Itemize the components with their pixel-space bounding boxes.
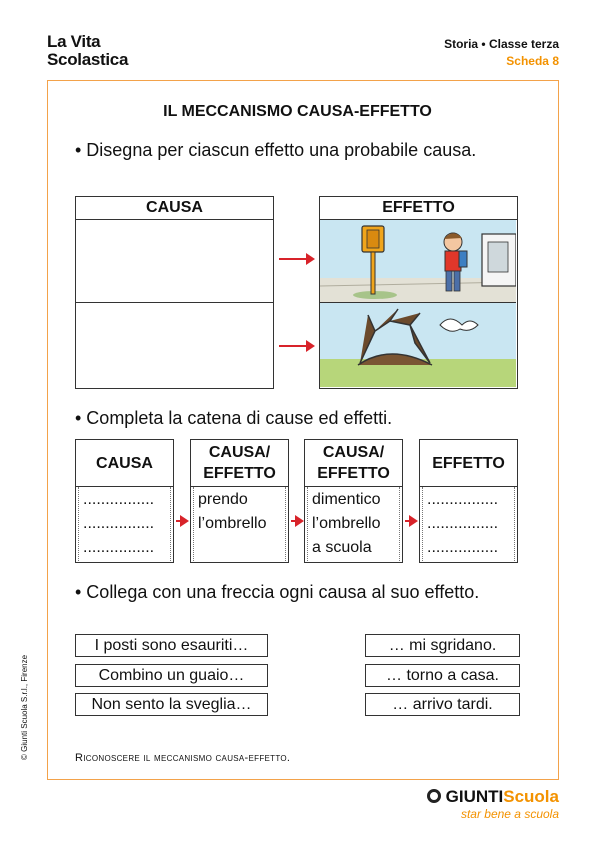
brand-name-part2: Scuola — [503, 787, 559, 806]
chain-line: ................ — [427, 515, 499, 532]
chain-body-3 — [307, 487, 400, 561]
chain-header-4: EFFETTO — [420, 440, 517, 487]
chain-line: prendo — [198, 491, 248, 508]
chain-line: ................ — [427, 539, 499, 556]
cause-header: CAUSA — [76, 197, 273, 220]
effect-item-1[interactable]: … mi sgridano. — [365, 634, 520, 657]
instruction-3: • Collega con una freccia ogni causa al suo effetto. — [75, 582, 480, 602]
chain-box-2 — [190, 439, 289, 563]
chain-header-3: CAUSA/ EFFETTO — [305, 440, 402, 487]
page-title: IL MECCANISMO CAUSA-EFFETTO — [163, 103, 432, 120]
chain-line: ................ — [83, 491, 155, 508]
cause-item-3[interactable]: Non sento la sveglia… — [75, 693, 268, 716]
instruction-2: • Completa la catena di cause ed effetti. — [75, 408, 393, 428]
effect-header: EFFETTO — [320, 197, 517, 220]
publisher-brand — [427, 787, 559, 821]
effect-table — [319, 196, 518, 389]
cause-item-2[interactable]: Combino un guaio… — [75, 664, 268, 687]
chain-line: dimentico — [312, 491, 381, 508]
chain-line: a scuola — [312, 539, 372, 556]
chain-line: ................ — [83, 515, 155, 532]
header-info — [444, 36, 559, 70]
effect-item-3[interactable]: … arrivo tardi. — [365, 693, 520, 716]
arrow-right-icon — [279, 345, 313, 347]
late-school-illustration — [320, 220, 516, 303]
instruction-1: • Disegna per ciascun effetto una probabile causa. — [75, 140, 477, 160]
chain-body-2 — [193, 487, 286, 561]
arrow-right-icon — [279, 258, 313, 260]
chain-line: ................ — [83, 539, 155, 556]
chain-header-2: CAUSA/ EFFETTO — [191, 440, 288, 487]
copyright-note: © Giunti Scuola S.r.l., Firenze — [20, 654, 29, 760]
chain-box-3 — [304, 439, 403, 563]
fallen-tree-illustration — [320, 303, 516, 387]
chain-line: ................ — [427, 491, 499, 508]
brand-name-part1: GIUNTI — [445, 787, 504, 806]
cause-item-1[interactable]: I posti sono esauriti… — [75, 634, 268, 657]
chain-line: l’ombrello — [198, 515, 267, 532]
logo-line2: Scolastica — [47, 50, 129, 69]
cause-draw-area-2[interactable] — [76, 303, 273, 387]
sheet-label: Scheda 8 — [506, 54, 559, 68]
brand-name — [427, 787, 559, 807]
logo-line1: La Vita — [47, 32, 101, 51]
arrow-right-icon — [405, 520, 416, 522]
chain-box-4 — [419, 439, 518, 563]
cause-draw-table — [75, 196, 274, 389]
arrow-right-icon — [176, 520, 187, 522]
subject-label: Storia • Classe terza — [444, 37, 559, 51]
learning-objective: Riconoscere il meccanismo causa-effetto. — [75, 752, 291, 764]
effect-item-2[interactable]: … torno a casa. — [365, 664, 520, 687]
arrow-right-icon — [291, 520, 302, 522]
chain-body-1[interactable] — [78, 487, 171, 561]
cause-draw-area-1[interactable] — [76, 220, 273, 303]
logo — [47, 33, 128, 69]
chain-body-4[interactable] — [422, 487, 515, 561]
chain-box-1 — [75, 439, 174, 563]
brand-tagline: star bene a scuola — [460, 807, 559, 821]
giunti-logo-icon — [427, 789, 441, 803]
chain-line: l’ombrello — [312, 515, 381, 532]
chain-header-1: CAUSA — [76, 440, 173, 487]
